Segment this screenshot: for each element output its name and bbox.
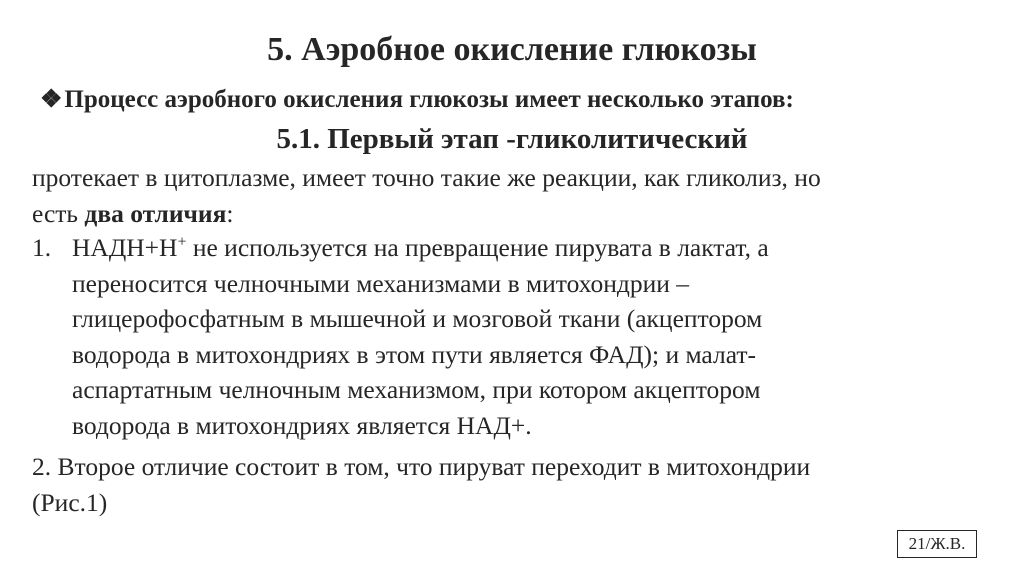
list-item-2-line-2: (Рис.1) [32,487,108,517]
slide-title: 5. Аэробное окисление глюкозы [267,31,757,68]
intro-line-2 [32,196,821,232]
list-item-2-line-1: 2. Второе отличие состоит в том, что пируват переходит в митохондрии [32,452,811,481]
bullet-heading-text: Процесс аэробного окисления глюкозы имеет несколько этапов: [64,86,794,113]
list-item-1-line-4: водорода в митохондриях в этом пути является ФАД); и малат- [72,339,756,369]
intro-line-1: протекает в цитоплазме, имеет точно такие же реакции, как гликолиз, но [32,163,821,192]
list-item-1-line-1-prefix: НАДН+Н [72,233,178,262]
intro-line-2-bold: два отличия [84,198,227,228]
list-item-1-line-6: водорода в митохондриях является НАД+. [72,410,532,440]
page-number-badge: 21/Ж.В. [897,530,977,558]
intro-paragraph [32,160,821,231]
list-item-1-line-1 [72,230,769,266]
list-item-1-line-2: переносится челночными механизмами в митохондрии – [72,268,690,298]
section-subtitle: 5.1. Первый этап -гликолитический [276,123,748,155]
intro-line-2-suffix: : [226,198,234,228]
list-item-2 [32,449,810,520]
list-item-1-superscript: + [177,233,187,251]
list-item-1-text [72,230,769,443]
list-item-1-number: 1. [32,233,52,262]
list-item-1-line-3: глицерофосфатным в мышечной и мозговой ткани (акцептором [72,304,763,333]
list-item-1-line-5: аспартатным челночным механизмом, при котором акцептором [72,375,761,404]
bullet-heading [40,84,794,116]
list-item-1-line-1-suffix: не используется на превращение пирувата в лактат, а [186,233,769,262]
four-diamond-bullet-icon: ❖ [40,86,63,113]
intro-line-2-prefix: есть [32,198,85,228]
